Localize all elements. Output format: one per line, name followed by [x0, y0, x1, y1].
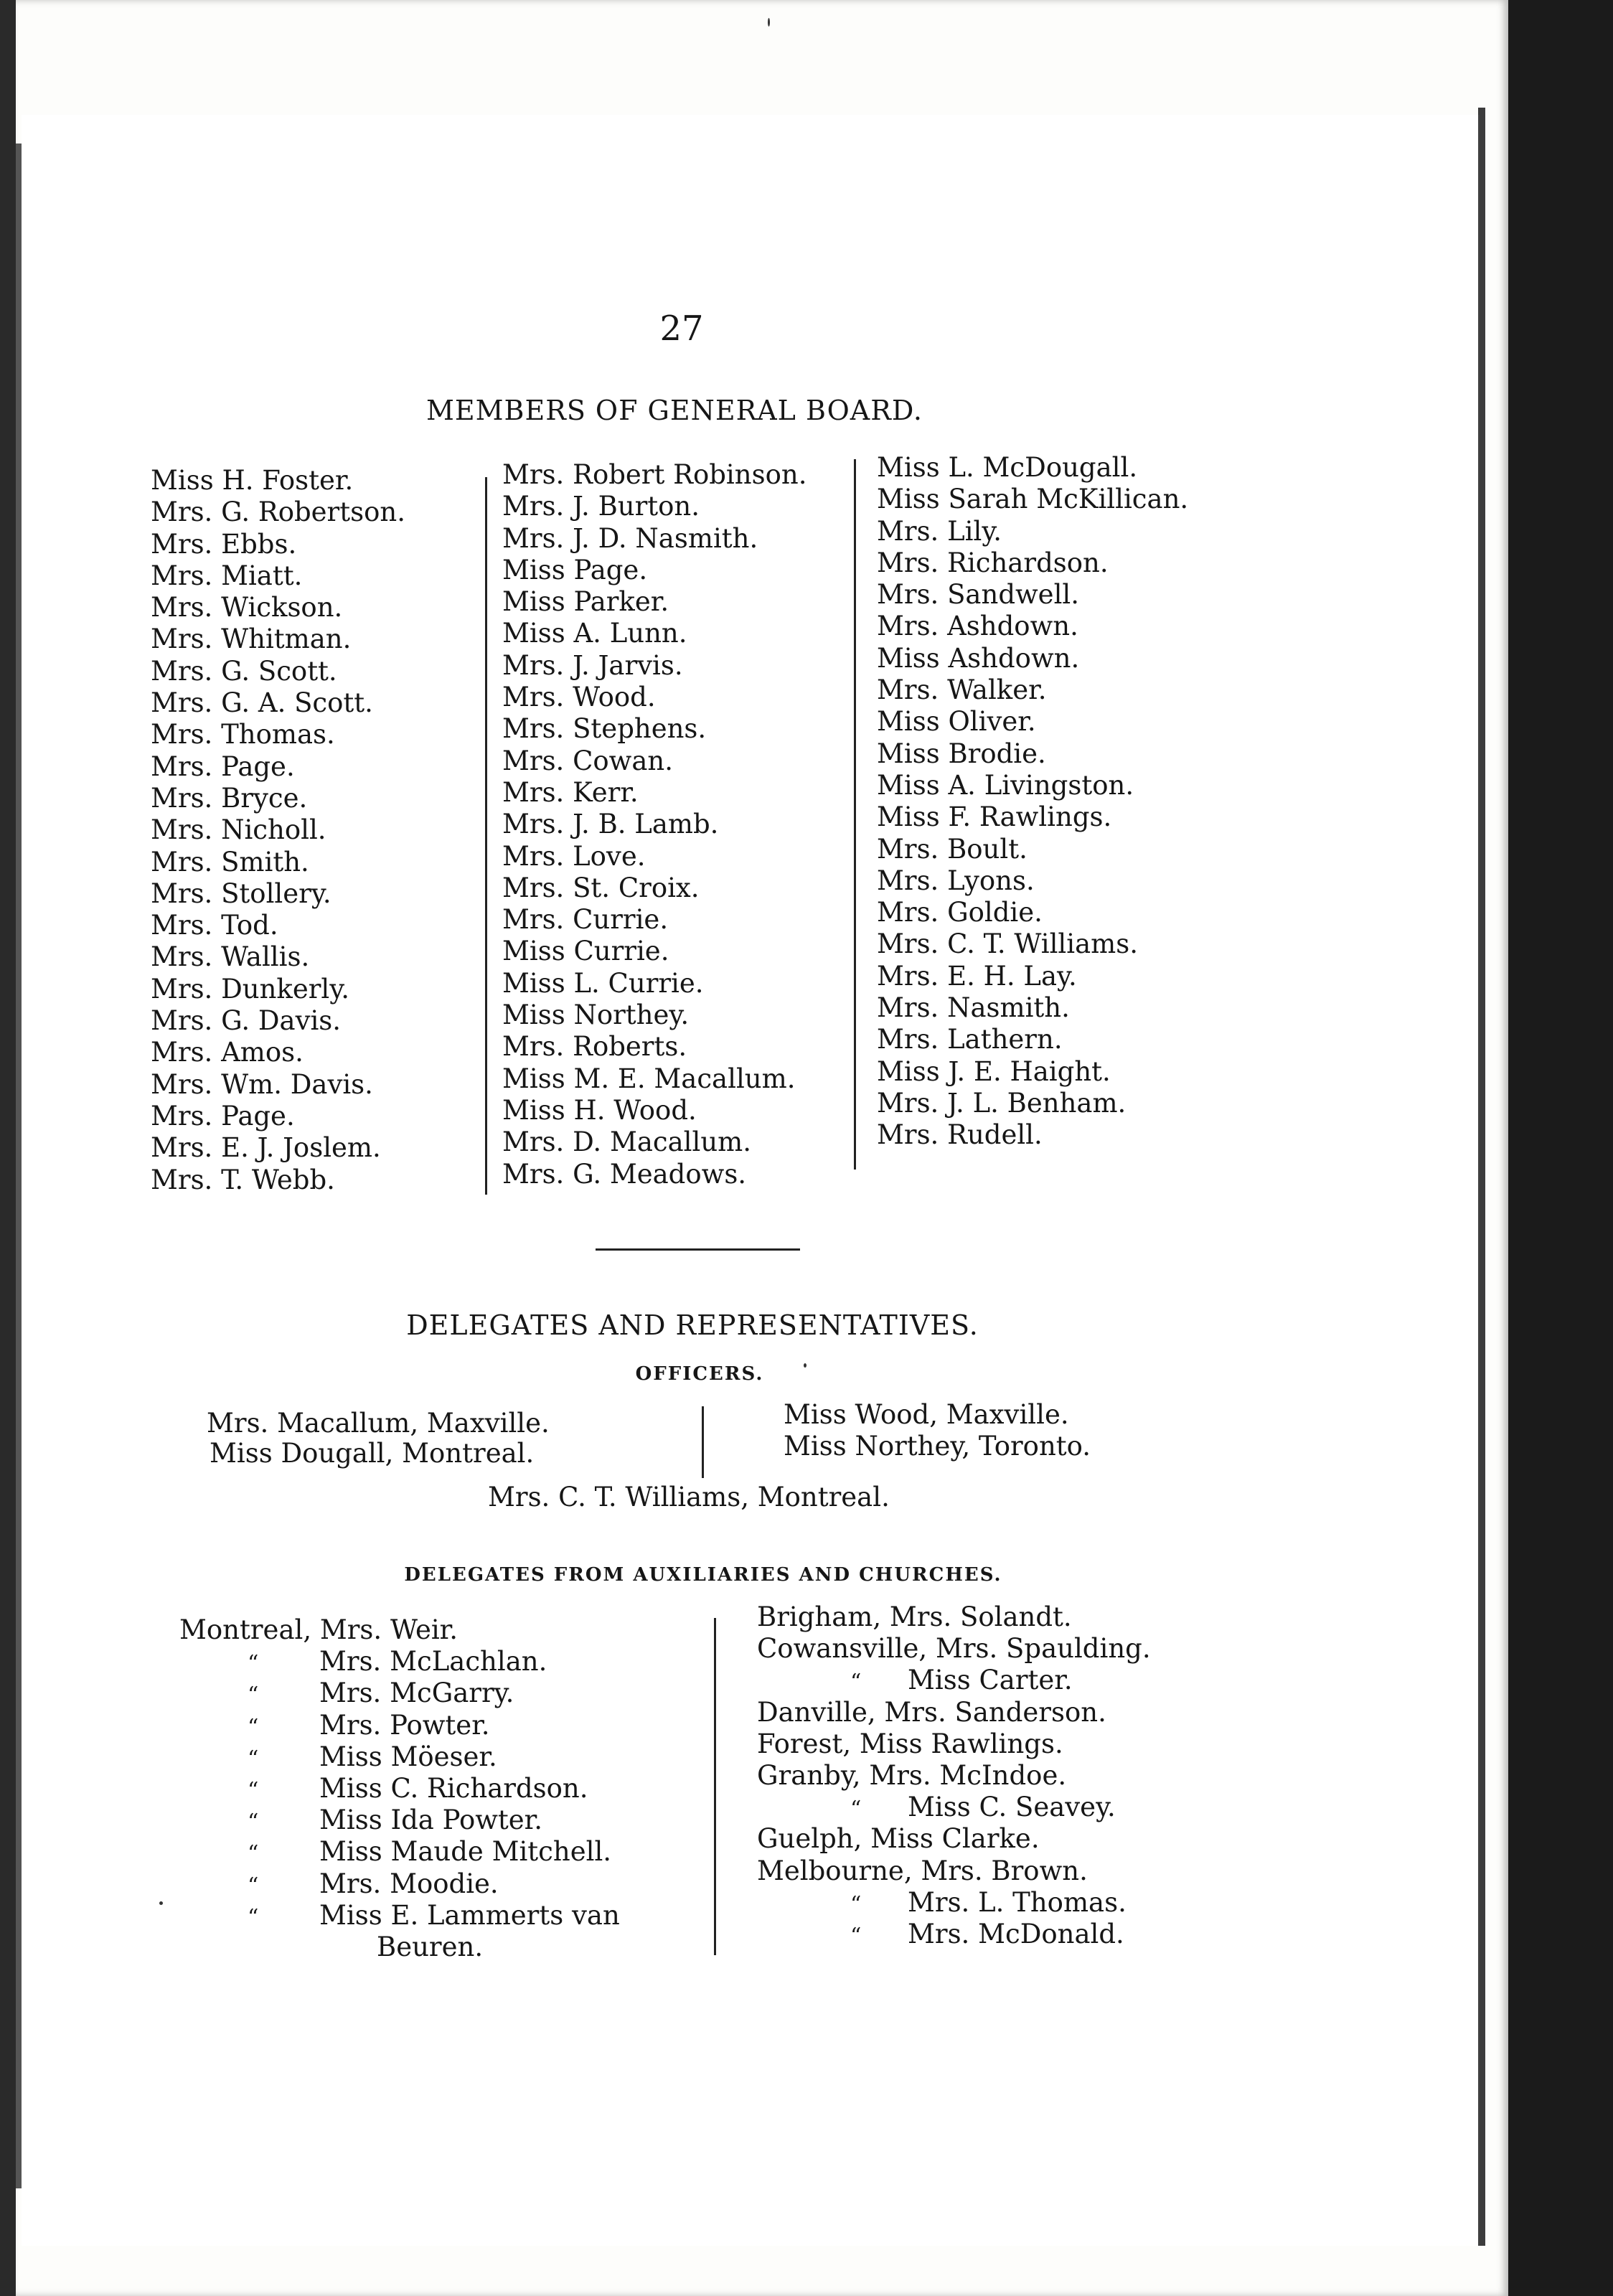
delegate-entry: [179, 1646, 620, 1678]
member-name: Miss Oliver.: [877, 706, 1036, 738]
delegate-name: Miss Möeser.: [319, 1741, 497, 1772]
delegate-name: Mrs. McLachlan.: [319, 1646, 547, 1678]
member-name: Mrs. G. Meadows.: [502, 1158, 747, 1190]
delegate-name: Mrs. Moodie.: [319, 1868, 499, 1899]
member-name: Mrs. J. D. Nasmith.: [502, 522, 758, 554]
delegate-name: Miss Carter.: [908, 1665, 1073, 1696]
delegate-name: Mrs. L. Thomas.: [908, 1886, 1127, 1918]
delegate-entry: [757, 1887, 1151, 1919]
member-name: Mrs. Lyons.: [877, 865, 1035, 896]
member-name: Mrs. Love.: [502, 840, 646, 872]
delegate-entry: [757, 1728, 1151, 1760]
scan-margin: [0, 0, 16, 2296]
section-rule: [596, 1248, 800, 1251]
delegate-entry: [179, 1900, 620, 1932]
delegate-entry: [757, 1823, 1151, 1855]
delegate-name: Miss Rawlings.: [859, 1728, 1063, 1759]
delegate-entry: [757, 1601, 1151, 1633]
officer-entry: Miss Northey, Toronto.: [784, 1431, 1091, 1462]
officer-entry: Mrs. Macallum, Maxville.: [207, 1408, 550, 1439]
ditto-mark: “: [248, 1841, 259, 1867]
member-name: Mrs. Currie.: [502, 904, 669, 936]
member-name: Mrs. Sandwell.: [877, 579, 1079, 611]
delegate-entry: [757, 1760, 1151, 1792]
page-number: 27: [659, 309, 704, 349]
delegate-name: Mrs. Solandt.: [889, 1601, 1072, 1632]
member-name: Mrs. St. Croix.: [502, 872, 700, 903]
member-name: Mrs. Miatt.: [151, 560, 303, 591]
member-name: Miss Northey.: [502, 999, 690, 1031]
officer-entry: Miss Dougall, Montreal.: [210, 1438, 535, 1469]
member-name: Mrs. Bryce.: [151, 782, 308, 814]
auxiliaries-left-list: [179, 1614, 620, 1963]
members-column-1: [151, 465, 405, 1196]
member-name: Miss Parker.: [502, 586, 669, 618]
member-name: Mrs. Lily.: [877, 515, 1002, 547]
ditto-mark: “: [248, 1651, 259, 1677]
column-divider: [854, 459, 856, 1170]
delegate-place: Danville,: [757, 1696, 885, 1728]
members-column-2: [502, 459, 806, 1190]
member-name: Miss A. Lunn.: [502, 618, 687, 649]
ditto-mark: “: [248, 1746, 259, 1772]
delegate-place: Montreal,: [179, 1614, 320, 1645]
ditto-mark: “: [248, 1777, 259, 1803]
member-name: Mrs. Thomas.: [151, 719, 335, 751]
member-name: Mrs. Richardson.: [877, 547, 1109, 578]
member-name: Mrs. Nicholl.: [151, 814, 326, 846]
ditto-mark: “: [248, 1810, 259, 1835]
ditto-mark: “: [248, 1683, 259, 1708]
delegate-name: Miss Maude Mitchell.: [319, 1836, 612, 1868]
member-name: Mrs. Tod.: [151, 910, 278, 941]
delegate-name: Mrs. McGarry.: [319, 1678, 514, 1709]
member-name: Mrs. Rudell.: [877, 1119, 1043, 1151]
member-name: Mrs. J. Burton.: [502, 491, 700, 522]
officers-heading: OFFICERS.: [635, 1363, 764, 1385]
member-name: Mrs. Smith.: [151, 846, 309, 878]
delegate-name: Miss Ida Powter.: [319, 1805, 543, 1836]
member-name: Mrs. T. Webb.: [151, 1164, 335, 1195]
delegate-entry: [757, 1855, 1151, 1887]
member-name: Mrs. Kerr.: [502, 776, 639, 808]
member-name: Mrs. Wood.: [502, 682, 656, 713]
scan-speck: [768, 18, 770, 27]
member-name: Mrs. Ebbs.: [151, 528, 297, 560]
member-name: Mrs. Wickson.: [151, 592, 343, 624]
member-name: Mrs. Stephens.: [502, 713, 707, 745]
member-name: Miss J. E. Haight.: [877, 1055, 1111, 1087]
delegates-heading: DELEGATES AND REPRESENTATIVES.: [406, 1309, 979, 1341]
delegate-name: Miss C. Seavey.: [908, 1792, 1116, 1823]
members-column-3: [877, 452, 1188, 1152]
ditto-mark: “: [850, 1797, 862, 1822]
member-name: Mrs. J. L. Benham.: [877, 1087, 1127, 1119]
delegate-place: Cowansville,: [757, 1633, 936, 1665]
delegate-name: Mrs. Brown.: [921, 1855, 1088, 1886]
member-name: Miss Brodie.: [877, 738, 1046, 769]
member-name: Mrs. Boult.: [877, 833, 1027, 865]
delegate-name: Mrs. McDonald.: [908, 1918, 1124, 1949]
column-divider: [485, 477, 487, 1195]
delegate-name: Mrs. McIndoe.: [869, 1759, 1067, 1791]
ditto-mark: “: [248, 1714, 259, 1740]
spine-shadow: [16, 144, 22, 2188]
officer-entry: Miss Wood, Maxville.: [784, 1399, 1069, 1430]
member-name: Mrs. Ashdown.: [877, 611, 1078, 642]
member-name: Miss H. Wood.: [502, 1094, 697, 1126]
delegate-name: Mrs. Sanderson.: [884, 1696, 1106, 1728]
scan-speck: [159, 1901, 163, 1905]
member-name: Mrs. Dunkerly.: [151, 973, 349, 1004]
member-name: Mrs. Wallis.: [151, 941, 310, 973]
delegate-entry: [179, 1805, 620, 1836]
member-name: Miss Sarah McKillican.: [877, 484, 1189, 515]
delegate-place: Granby,: [757, 1759, 870, 1791]
members-heading: MEMBERS OF GENERAL BOARD.: [425, 395, 923, 426]
column-divider: [714, 1618, 716, 1955]
auxiliaries-heading: DELEGATES FROM AUXILIARIES AND CHURCHES.: [404, 1564, 1002, 1586]
member-name: Miss Currie.: [502, 936, 669, 967]
member-name: Mrs. Wm. Davis.: [151, 1068, 373, 1100]
delegate-name: Miss E. Lammerts van: [319, 1899, 620, 1931]
member-name: Miss Ashdown.: [877, 642, 1080, 674]
delegate-entry: [179, 1773, 620, 1805]
delegate-name-continuation: Beuren.: [377, 1931, 484, 1962]
delegate-entry: [757, 1697, 1151, 1728]
delegate-entry: [179, 1614, 620, 1646]
delegate-entry: [179, 1868, 620, 1900]
delegate-place: Melbourne,: [757, 1855, 921, 1886]
delegate-entry: [179, 1710, 620, 1741]
delegate-entry: [757, 1633, 1151, 1665]
delegate-entry: [179, 1836, 620, 1868]
member-name: Mrs. Cowan.: [502, 745, 673, 776]
delegate-name: Miss C. Richardson.: [319, 1772, 588, 1804]
delegate-entry: [757, 1792, 1151, 1823]
member-name: Mrs. E. H. Lay.: [877, 960, 1077, 992]
member-name: Mrs. Stollery.: [151, 878, 331, 909]
member-name: Mrs. Whitman.: [151, 624, 352, 655]
ditto-mark: “: [850, 1670, 862, 1695]
member-name: Mrs. Page.: [151, 751, 295, 782]
auxiliaries-right-list: [757, 1601, 1151, 1950]
member-name: Miss Page.: [502, 554, 648, 585]
member-name: Mrs. Page.: [151, 1100, 295, 1131]
delegate-name: Mrs. Powter.: [319, 1709, 490, 1741]
delegate-place: Forest,: [757, 1728, 860, 1759]
member-name: Mrs. C. T. Williams.: [877, 928, 1138, 960]
member-name: Mrs. Walker.: [877, 674, 1047, 706]
delegate-entry: [757, 1919, 1151, 1950]
delegate-place: Guelph,: [757, 1823, 871, 1855]
member-name: Miss M. E. Macallum.: [502, 1063, 796, 1094]
delegate-entry: [179, 1932, 620, 1963]
member-name: Miss F. Rawlings.: [877, 801, 1112, 833]
member-name: Mrs. Nasmith.: [877, 992, 1070, 1024]
member-name: Mrs. G. Davis.: [151, 1005, 342, 1037]
member-name: Mrs. G. A. Scott.: [151, 687, 373, 719]
member-name: Mrs. Goldie.: [877, 897, 1043, 928]
scan-speck: [804, 1363, 806, 1368]
member-name: Mrs. Roberts.: [502, 1031, 687, 1063]
member-name: Mrs. Amos.: [151, 1037, 304, 1068]
ditto-mark: “: [248, 1904, 259, 1930]
delegate-entry: [179, 1741, 620, 1773]
delegate-name: Mrs. Spaulding.: [935, 1633, 1151, 1665]
member-name: Miss L. Currie.: [502, 967, 704, 999]
delegate-name: Mrs. Weir.: [319, 1614, 458, 1645]
member-name: Mrs. Lathern.: [877, 1024, 1063, 1055]
member-name: Mrs. Robert Robinson.: [502, 459, 807, 490]
member-name: Mrs. G. Robertson.: [151, 497, 405, 528]
member-name: Mrs. J. B. Lamb.: [502, 809, 719, 840]
delegate-entry: [757, 1665, 1151, 1696]
officer-entry: Mrs. C. T. Williams, Montreal.: [488, 1482, 890, 1512]
member-name: Mrs. D. Macallum.: [502, 1126, 752, 1158]
ditto-mark: “: [850, 1891, 862, 1917]
column-divider: [702, 1406, 704, 1478]
delegate-place: Brigham,: [757, 1601, 890, 1632]
member-name: Mrs. J. Jarvis.: [502, 649, 683, 681]
member-name: Miss H. Foster.: [151, 465, 354, 496]
delegate-name: Miss Clarke.: [870, 1823, 1040, 1855]
delegate-entry: [179, 1678, 620, 1709]
ditto-mark: “: [850, 1923, 862, 1949]
member-name: Miss L. McDougall.: [877, 452, 1138, 483]
member-name: Miss A. Livingston.: [877, 769, 1134, 801]
member-name: Mrs. E. J. Joslem.: [151, 1132, 381, 1164]
ditto-mark: “: [248, 1873, 259, 1899]
member-name: Mrs. G. Scott.: [151, 655, 337, 687]
